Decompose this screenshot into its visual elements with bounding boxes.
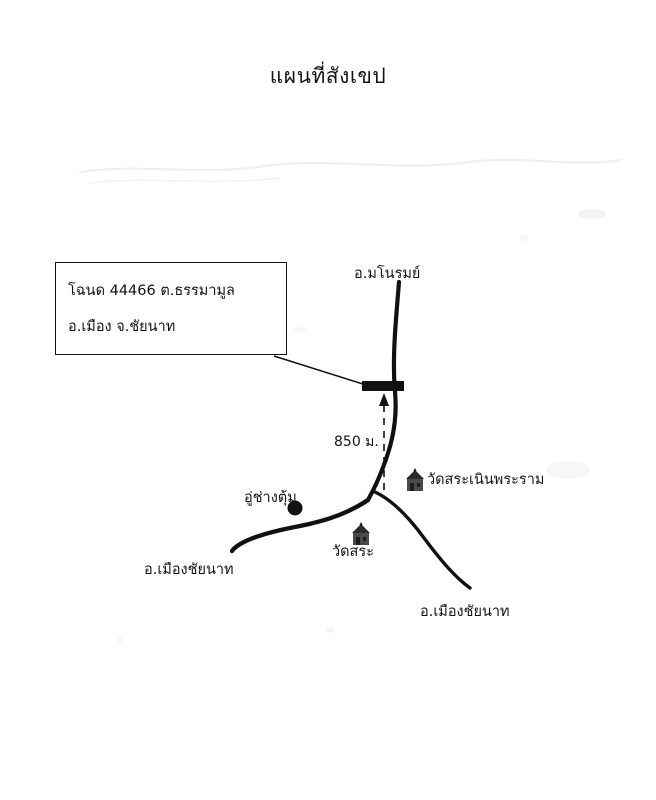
info-box-line-1: โฉนด 44466 ต.ธรรมามูล xyxy=(68,283,235,299)
label-road-southwest: อ.เมืองชัยนาท xyxy=(144,562,234,578)
label-temple-sanoen: วัดสระเนินพระราม xyxy=(427,472,545,488)
info-box-leader-line xyxy=(274,356,366,385)
label-temple-sa: วัดสระ xyxy=(332,544,374,560)
info-box xyxy=(55,262,287,355)
label-road-north: อ.มโนรมย์ xyxy=(354,266,421,282)
page-title: แผนที่สังเขป xyxy=(269,64,387,88)
label-garage: อู่ช่างตุ้ม xyxy=(244,490,297,506)
plot-marker-icon xyxy=(362,381,404,391)
road-southeast-line xyxy=(375,492,470,588)
label-road-southeast: อ.เมืองชัยนาท xyxy=(420,604,510,620)
temple-sanoen-icon xyxy=(406,468,424,491)
distance-label: 850 ม. xyxy=(334,434,379,450)
info-box-line-2: อ.เมือง จ.ชัยนาท xyxy=(68,319,176,335)
